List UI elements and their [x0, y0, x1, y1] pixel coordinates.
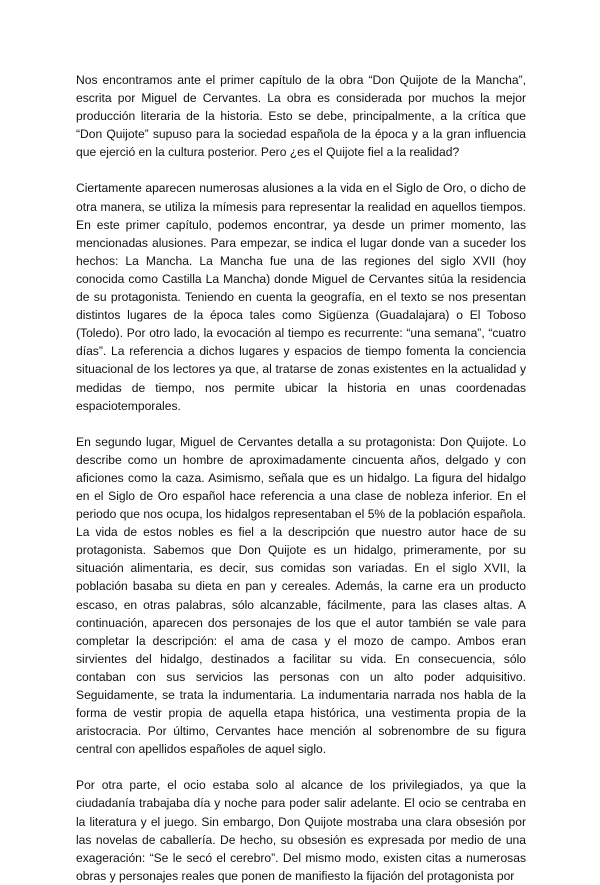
paragraph-intro: Nos encontramos ante el primer capítulo de la obra “Don Quijote de la Mancha”, escrita por Miguel de Cervantes. La obra es considerada por muchos la mejor producción literaria de la historia. Esto se debe, principalmente, a la crítica que “Don Quijote” supuso para la sociedad española de la época y a la gran influencia que ejerció en la cultura posterior. Pero ¿es el Quijote fiel a la realidad?: [76, 73, 526, 160]
paragraph-leisure: Por otra parte, el ocio estaba solo al alcance de los privilegiados, ya que la ciudadanía trabajaba día y noche para poder salir adelante. El ocio se centraba en la literatura y el juego. Sin embargo, Don Quijote mostraba una clara obsesión por las novelas de caballería. De hecho, su obsesión es expresada por medio de una exageración: “Se le secó el cerebro”. Del mismo modo, existen citas a numerosas obras y personajes reales que ponen de manifiesto la fijación del protagonista por: [76, 778, 526, 883]
paragraph-protagonist: En segundo lugar, Miguel de Cervantes detalla a su protagonista: Don Quijote. Lo describe como un hombre de aproximadamente cincuenta años, delgado y con aficiones como la caza. Asimismo, señala que es un hidalgo. La figura del hidalgo en el Siglo de Oro español hace referencia a una clase de nobleza inferior. En el periodo que nos ocupa, los hidalgos representaban el 5% de la población española. La vida de estos nobles es fiel a la descripción que nuestro autor hace de su protagonista. Sabemos que Don Quijote es un hidalgo, primeramente, por su situación alimentaria, es decir, sus comidas son variadas. En el siglo XVII, la población basaba su dieta en pan y cereales. Además, la carne era un producto escaso, en otras palabras, sólo alcanzable, fácilmente, para las clases altas. A continuación, aparecen dos personajes de los que el autor también se vale para completar la descripción: el ama de casa y el mozo de campo. Ambos eran sirvientes del hidalgo, destinados a facilitar su vida. En consecuencia, sólo contaban con sus servicios las personas con un alto poder adquisitivo. Seguidamente, se trata la indumentaria. La indumentaria narrada nos habla de la forma de vestir propia de aquella etapa histórica, una vestimenta propia de la aristocracia. Por último, Cervantes hace mención al sobrenombre de su figura central con apellidos españoles de aquel siglo.: [76, 434, 526, 757]
paragraph-setting: Ciertamente aparecen numerosas alusiones a la vida en el Siglo de Oro, o dicho de otra manera, se utiliza la mímesis para representar la realidad en aquellos tiempos. En este primer capítulo, podemos encontrar, ya desde un primer momento, las mencionadas alusiones. Para empezar, se indica el lugar donde van a suceder los hechos: La Mancha. La Mancha fue una de las regiones del siglo XVII (hoy conocida como Castilla La Mancha) donde Miguel de Cervantes sitúa la residencia de su protagonista. Teniendo en cuenta la geografía, en el texto se nos presentan distintos lugares de la época tales como Sigüenza (Guadalajara) o El Toboso (Toledo). Por otro lado, la evocación al tiempo es recurrente: “una semana”, “cuatro días”. La referencia a dichos lugares y espacios de tiempo fomenta la conciencia situacional de los lectores ya que, al tratarse de zonas existentes en la actualidad y medidas de tiempo, nos permite ubicar la historia en unas coordenadas espaciotemporales.: [76, 181, 526, 413]
